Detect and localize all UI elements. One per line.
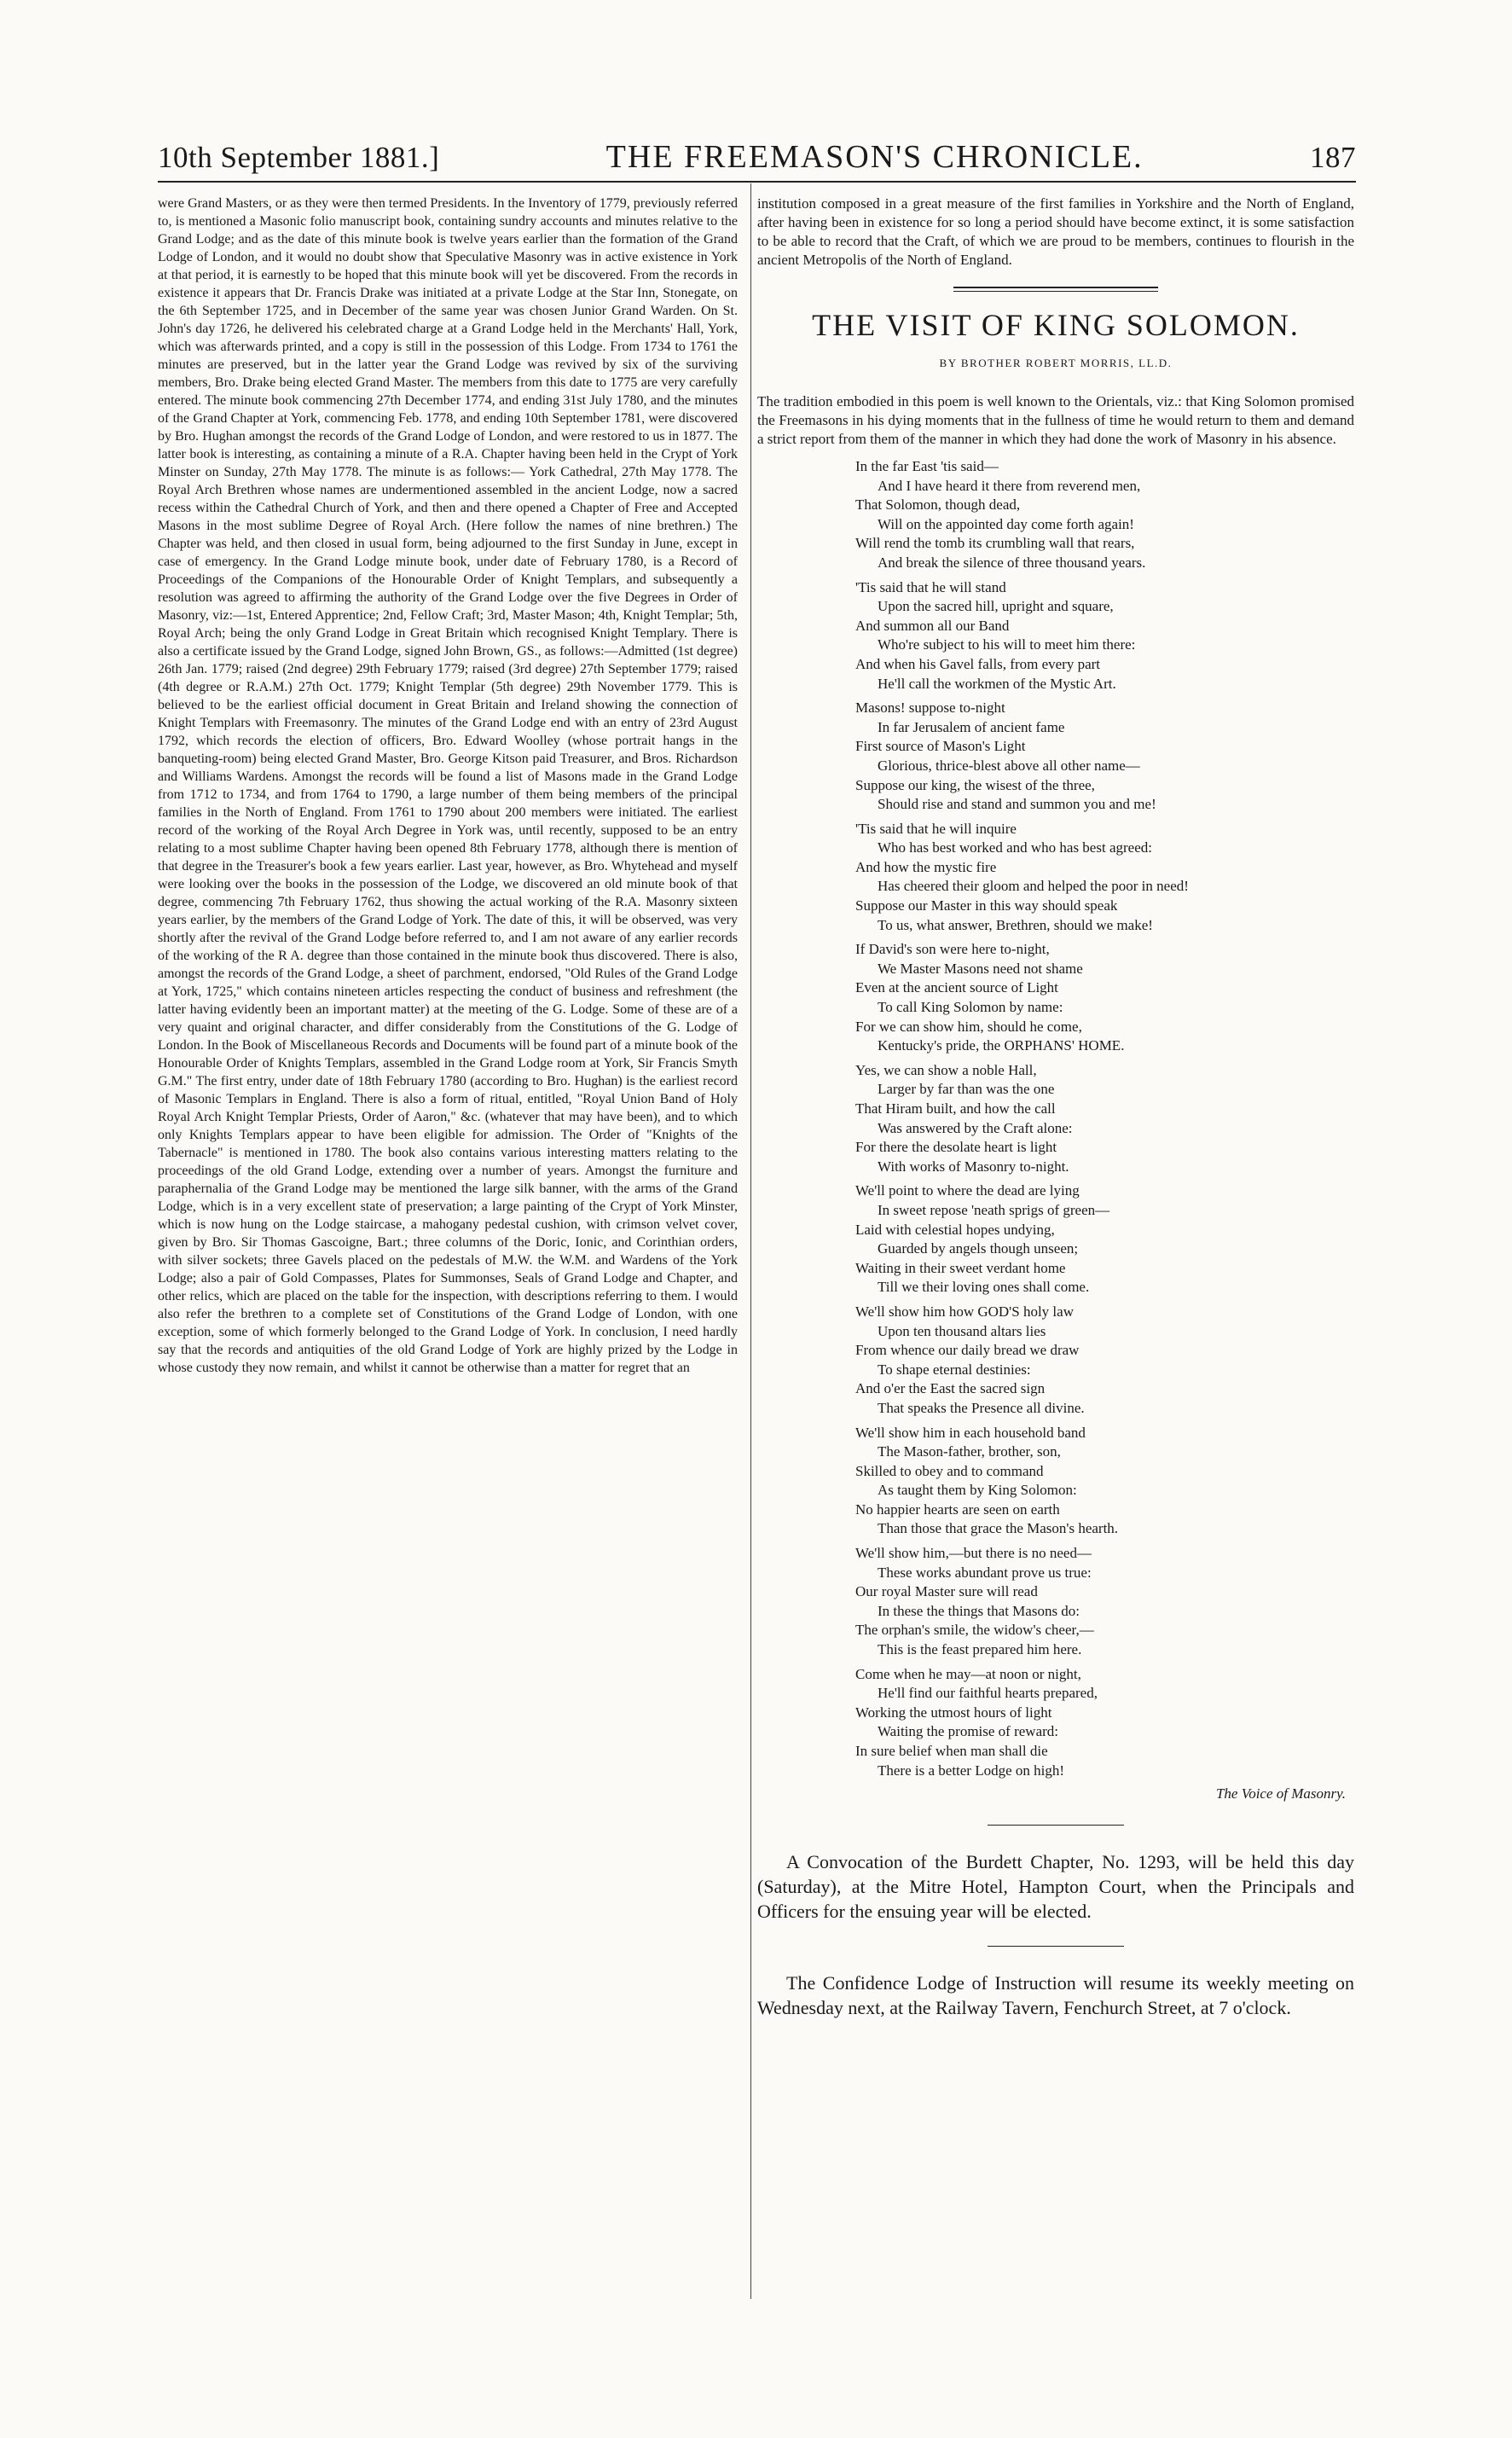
poem-line: That speaks the Presence all divine.: [878, 1399, 1085, 1416]
poem-line: And o'er the East the sacred sign: [855, 1380, 1046, 1397]
poem-line: And when his Gavel falls, from every part: [855, 655, 1101, 672]
poem-line: Upon the sacred hill, upright and square,: [878, 598, 1114, 615]
poem-line: These works abundant prove us true:: [878, 1564, 1092, 1581]
poem-line: We'll show him,—but there is no need—: [855, 1545, 1092, 1562]
poem-line: He'll find our faithful hearts prepared,: [878, 1685, 1098, 1702]
poem-line: There is a better Lodge on high!: [878, 1762, 1065, 1779]
poem-line: He'll call the workmen of the Mystic Art.: [878, 675, 1116, 692]
poem-stanza: [855, 699, 1354, 815]
poem-line: Who has best worked and who has best agreed:: [878, 839, 1152, 856]
poem-line: To us, what answer, Brethren, should we make!: [878, 916, 1153, 933]
column-divider: [750, 183, 751, 2299]
poem-line: Glorious, thrice-blest above all other name—: [878, 757, 1140, 774]
poem-line: Laid with celestial hopes undying,: [855, 1221, 1055, 1238]
poem-body: [855, 457, 1354, 1780]
poem-line: Even at the ancient source of Light: [855, 979, 1058, 996]
poem-line: And break the silence of three thousand years.: [878, 554, 1146, 571]
notice-convocation: A Convocation of the Burdett Chapter, No. 1293, will be held this day (Saturday), at the Mitre Hotel, Hampton Court, when the Principals and Officers for the ensuing year will be elected.: [757, 1851, 1354, 1923]
poem-line: Till we their loving ones shall come.: [878, 1279, 1090, 1296]
poem-byline: BY BROTHER ROBERT MORRIS, LL.D.: [939, 357, 1173, 369]
poem-line: Waiting in their sweet verdant home: [855, 1259, 1066, 1276]
poem-line: Masons! suppose to-night: [855, 699, 1005, 717]
poem-line: Come when he may—at noon or night,: [855, 1665, 1081, 1682]
poem-line: And I have heard it there from reverend men,: [878, 477, 1141, 494]
poem-line: The Mason-father, brother, son,: [878, 1443, 1061, 1460]
poem-line: Yes, we can show a noble Hall,: [855, 1061, 1037, 1078]
poem-intro: The tradition embodied in this poem is well known to the Orientals, viz.: that King Solomon promised the Freemasons in his dying moments that in the fullness of time he would return to them and demand a strict report from them of the manner in which they had done the work of Masonry in his absence.: [757, 393, 1354, 447]
poem-line: Kentucky's pride, the ORPHANS' HOME.: [878, 1037, 1125, 1054]
poem-line: In sure belief when man shall die: [855, 1743, 1048, 1759]
publication-title: THE FREEMASON'S CHRONICLE.: [605, 139, 1144, 175]
section-rule: [953, 287, 1158, 292]
right-column: [757, 194, 1354, 2020]
poem-line: Than those that grace the Mason's hearth.: [878, 1520, 1119, 1537]
left-column: [158, 194, 738, 1377]
poem-line: Will rend the tomb its crumbling wall that rears,: [855, 535, 1135, 552]
poem-line: Skilled to obey and to command: [855, 1462, 1044, 1479]
poem-stanza: [855, 940, 1354, 1056]
poem-line: That Solomon, though dead,: [855, 496, 1021, 514]
poem-line: As taught them by King Solomon:: [878, 1482, 1077, 1499]
issue-date: 10th September 1881.]: [158, 141, 440, 174]
poem-line: Suppose our Master in this way should speak: [855, 897, 1118, 914]
poem-line: Has cheered their gloom and helped the poor in need!: [878, 878, 1189, 895]
poem-line: First source of Mason's Light: [855, 738, 1026, 755]
poem-stanza: [855, 1303, 1354, 1419]
poem-line: We'll show him how GOD'S holy law: [855, 1303, 1074, 1320]
page-number: 187: [1309, 141, 1356, 174]
notice-rule: [988, 1825, 1124, 1826]
article-text: were Grand Masters, or as they were then termed Presidents. In the Inventory of 1779, previously referred to, is mentioned a Masonic folio manuscript book, containing sundry accounts and minutes relative to the Grand Lodge; and as the date of this minute book is twelve years earlier than the formation of the Grand Lodge of London, and it would no doubt show that Speculative Masonry was in active existence in York at that period, it is earnestly to be hoped that this minute book will yet be discovered. From the records in existence it appears that Dr. Francis Drake was initiated at a private Lodge at the Star Inn, Stonegate, on the 6th September 1725, and in December of the same year was chosen Junior Grand Warden. On St. John's day 1726, he delivered his celebrated charge at a Grand Lodge held in the Merchants' Hall, York, which was afterwards printed, and a copy is still in the possession of this Lodge. From 1734 to 1761 the minutes are preserved, but in the latter year the Grand Lodge was revived by six of the surviving members, Bro. Drake being elected Grand Master. The members from this date to 1775 are very carefully entered. The minute book commencing 27th December 1774, and ending 31st July 1780, and the minutes of the Grand Chapter at York, commencing Feb. 1778, and ending 10th September 1781, were discovered by Bro. Hughan amongst the records of the Grand Lodge of London, and were restored to us in 1877. The latter book is interesting, as containing a minute of a R.A. Chapter having been held in the Crypt of York Minster on Sunday, 27th May 1778. The minute is as follows:— York Cathedral, 27th May 1778. The Royal Arch Brethren whose names are undermentioned assembled in the ancient Lodge, now a sacred recess within the Cathedral Church of York, and then and there opened a Chapter of Free and Accepted Masons in the most sublime Degree of Royal Arch. (Here follow the names of nine brethren.) The Chapter was held, and then closed in usual form, being adjourned to the first Sunday in June, except in case of emergency. In the Grand Lodge minute book, under date of February 1780, is a Record of Proceedings of the Companions of the Honourable Order of Knight Templars, and subsequently a resolution was agreed to affirming the authority of the Grand Lodge over the five Degrees in Order of Masonry, viz:—1st, Entered Apprentice; 2nd, Fellow Craft; 3rd, Master Mason; 4th, Knight Templar; 5th, Royal Arch; being the only Grand Lodge in Great Britain which recognised Knight Templary. There is also a certificate issued by the Grand Lodge, signed John Brown, GS., as follows:—Admitted (1st degree) 26th Jan. 1779; raised (2nd degree) 29th February 1779; raised (3rd degree) 27th September 1779; raised (4th degree or R.A.M.) 27th Oct. 1779; Knight Templar (5th degree) 29th November 1779. This is believed to be the earliest official document in Great Britain and Ireland showing the connection of Knight Templars with Freemasonry. The minutes of the Grand Lodge end with an entry of 23rd August 1792, which records the election of officers, Bro. Edward Woolley (whose portrait hangs in the banqueting-room) being elected Grand Master, Bro. George Kitson paid Treasurer, and Bros. Richardson and Williams Wardens. Amongst the records will be found a list of Masons made in the Grand Lodge from 1712 to 1734, and from 1764 to 1790, a large number of them being members of the principal families in the North of England. From 1761 to 1790 about 200 members were initiated. The earliest record of the working of the Royal Arch Degree in York was, until recently, supposed to be an entry relating to a most sublime Chapter having been opened 8th February 1778, although there is mention of that degree in the Treasurer's book a few years earlier. Last year, however, as Bro. Whytehead and myself were looking over the books in the possession of the Lodge, we discovered an old minute book of that degree, commencing 7th February 1762, thus showing the actual working of the R.A. Masonry sixteen years earlier, by the members of the Grand Lodge of York. The date of this, it will be observed, was very shortly after the revival of the Grand Lodge before referred to, and I am not aware of any earlier records of the working of the R A. degree than those contained in the minute book thus discovered. There is also, amongst the records of the Grand Lodge, a sheet of parchment, endorsed, "Old Rules of the Grand Lodge at York, 1725," which contains nineteen articles respecting the conduct of business and refreshment (the latter having evidently been an important matter) at the meeting of the G. Lodge. Some of these are of a very quaint and original character, and differ considerably from the Constitutions of the G. Lodge of London. In the Book of Miscellaneous Records and Documents will be found part of a minute book of the Honourable Order of Knights Templars, assembled in the Grand Lodge room at York, Sir Francis Smyth G.M." The first entry, under date of 18th February 1780 (according to Bro. Hughan) is the earliest record of Masonic Templars in England. There is also a form of ritual, entitled, "Royal Union Band of Holy Royal Arch Knight Templar Priests, Order of Aaron," &c. (whatever that may have been), and to which only Knights Templars appear to have been eligible for admission. The Order of "Knights of the Tabernacle" is mentioned in 1780. The book also contains various interesting matters relating to the proceedings of the old Grand Lodge, extending over a number of years. Amongst the furniture and paraphernalia of the Grand Lodge may be mentioned the large silk banner, with the arms of the Grand Lodge, which is in a very excellent state of preservation; a large painting of the Crypt of York Minster, which is now hung on the Lodge staircase, a mahogany pedestal cushion, with crimson velvet cover, given by Bro. Sir Thomas Gascoigne, Bart.; three columns of the Doric, Ionic, and Corinthian orders, with silver sockets; three Gavels placed on the pedestals of M.W. the W.M. and Wardens of the York Lodge; also a pair of Gold Compasses, Plates for Summonses, Seals of Grand Lodge and Chapter, and other relics, which are placed on the table for the inspection, with descriptions referring to them. I would also refer the brethren to a complete set of Constitutions of the Grand Lodge of London, with one exception, some of which formerly belonged to the Grand Lodge of York. In conclusion, I need hardly say that the records and antiquities of the old Grand Lodge of York are highly prized by the Lodge in whose custody they now remain, and whilst it cannot be otherwise than a matter for regret that an: [158, 196, 738, 1375]
poem-line: Upon ten thousand altars lies: [878, 1322, 1046, 1339]
poem-line: To call King Solomon by name:: [878, 999, 1063, 1016]
notice-lodge-instruction: The Confidence Lodge of Instruction will resume its weekly meeting on Wednesday next, at the Railway Tavern, Fenchurch Street, at 7 o'clock.: [757, 1972, 1354, 2019]
poem-line: We'll point to where the dead are lying: [855, 1182, 1080, 1199]
poem-line: In far Jerusalem of ancient fame: [878, 718, 1065, 735]
poem-stanza: [855, 1061, 1354, 1177]
poem-stanza: [855, 820, 1354, 936]
poem-line: We'll show him in each household band: [855, 1424, 1086, 1441]
header-rule: [158, 181, 1356, 183]
poem-stanza: [855, 1544, 1354, 1660]
poem-line: The orphan's smile, the widow's cheer,—: [855, 1622, 1094, 1639]
masthead: [158, 138, 1356, 179]
poem-stanza: [855, 457, 1354, 573]
poem-line: From whence our daily bread we draw: [855, 1342, 1080, 1359]
poem-stanza: [855, 1181, 1354, 1297]
poem-line: 'Tis said that he will inquire: [855, 820, 1017, 837]
poem-line: Suppose our king, the wisest of the three,: [855, 776, 1095, 793]
poem-stanza: [855, 1665, 1354, 1781]
poem-line: And how the mystic fire: [855, 858, 997, 875]
notice-rule-2: [988, 1946, 1124, 1947]
poem-line: In the far East 'tis said—: [855, 458, 999, 474]
poem-line: To shape eternal destinies:: [878, 1361, 1031, 1378]
poem-line: Larger by far than was the one: [878, 1081, 1055, 1098]
article-continuation: institution composed in a great measure of the first families in Yorkshire and the North of England, after having been in existence for so long a period should have become extinct, it is some satisfaction to be able to record that the Craft, of which we are proud to be members, continues to flourish in the ancient Metropolis of the North of England.: [757, 195, 1354, 268]
poem-line: For we can show him, should he come,: [855, 1018, 1082, 1035]
poem-line: Who're subject to his will to meet him there:: [878, 636, 1136, 653]
poem-line: Waiting the promise of reward:: [878, 1723, 1059, 1740]
poem-line: In these the things that Masons do:: [878, 1602, 1080, 1619]
poem-line: Working the utmost hours of light: [855, 1704, 1052, 1721]
poem-line: We Master Masons need not shame: [878, 960, 1083, 977]
poem-line: Guarded by angels though unseen;: [878, 1240, 1079, 1257]
poem-source: The Voice of Masonry.: [1215, 1785, 1346, 1802]
poem-line: This is the feast prepared him here.: [878, 1641, 1082, 1658]
poem-line: Will on the appointed day come forth again!: [878, 515, 1134, 532]
poem-line: That Hiram built, and how the call: [855, 1100, 1056, 1117]
poem-line: Was answered by the Craft alone:: [878, 1119, 1073, 1136]
poem-line: If David's son were here to-night,: [855, 941, 1050, 958]
poem-stanza: [855, 578, 1354, 694]
poem-line: 'Tis said that he will stand: [855, 578, 1006, 595]
poem-line: And summon all our Band: [855, 617, 1010, 634]
poem-line: No happier hearts are seen on earth: [855, 1501, 1060, 1518]
poem-line: With works of Masonry to-night.: [878, 1158, 1069, 1175]
poem-title: THE VISIT OF KING SOLOMON.: [812, 308, 1300, 342]
poem-line: In sweet repose 'neath sprigs of green—: [878, 1201, 1110, 1218]
poem-line: Should rise and stand and summon you and me!: [878, 796, 1156, 813]
poem-line: For there the desolate heart is light: [855, 1139, 1057, 1156]
poem-stanza: [855, 1424, 1354, 1540]
poem-line: Our royal Master sure will read: [855, 1583, 1038, 1600]
